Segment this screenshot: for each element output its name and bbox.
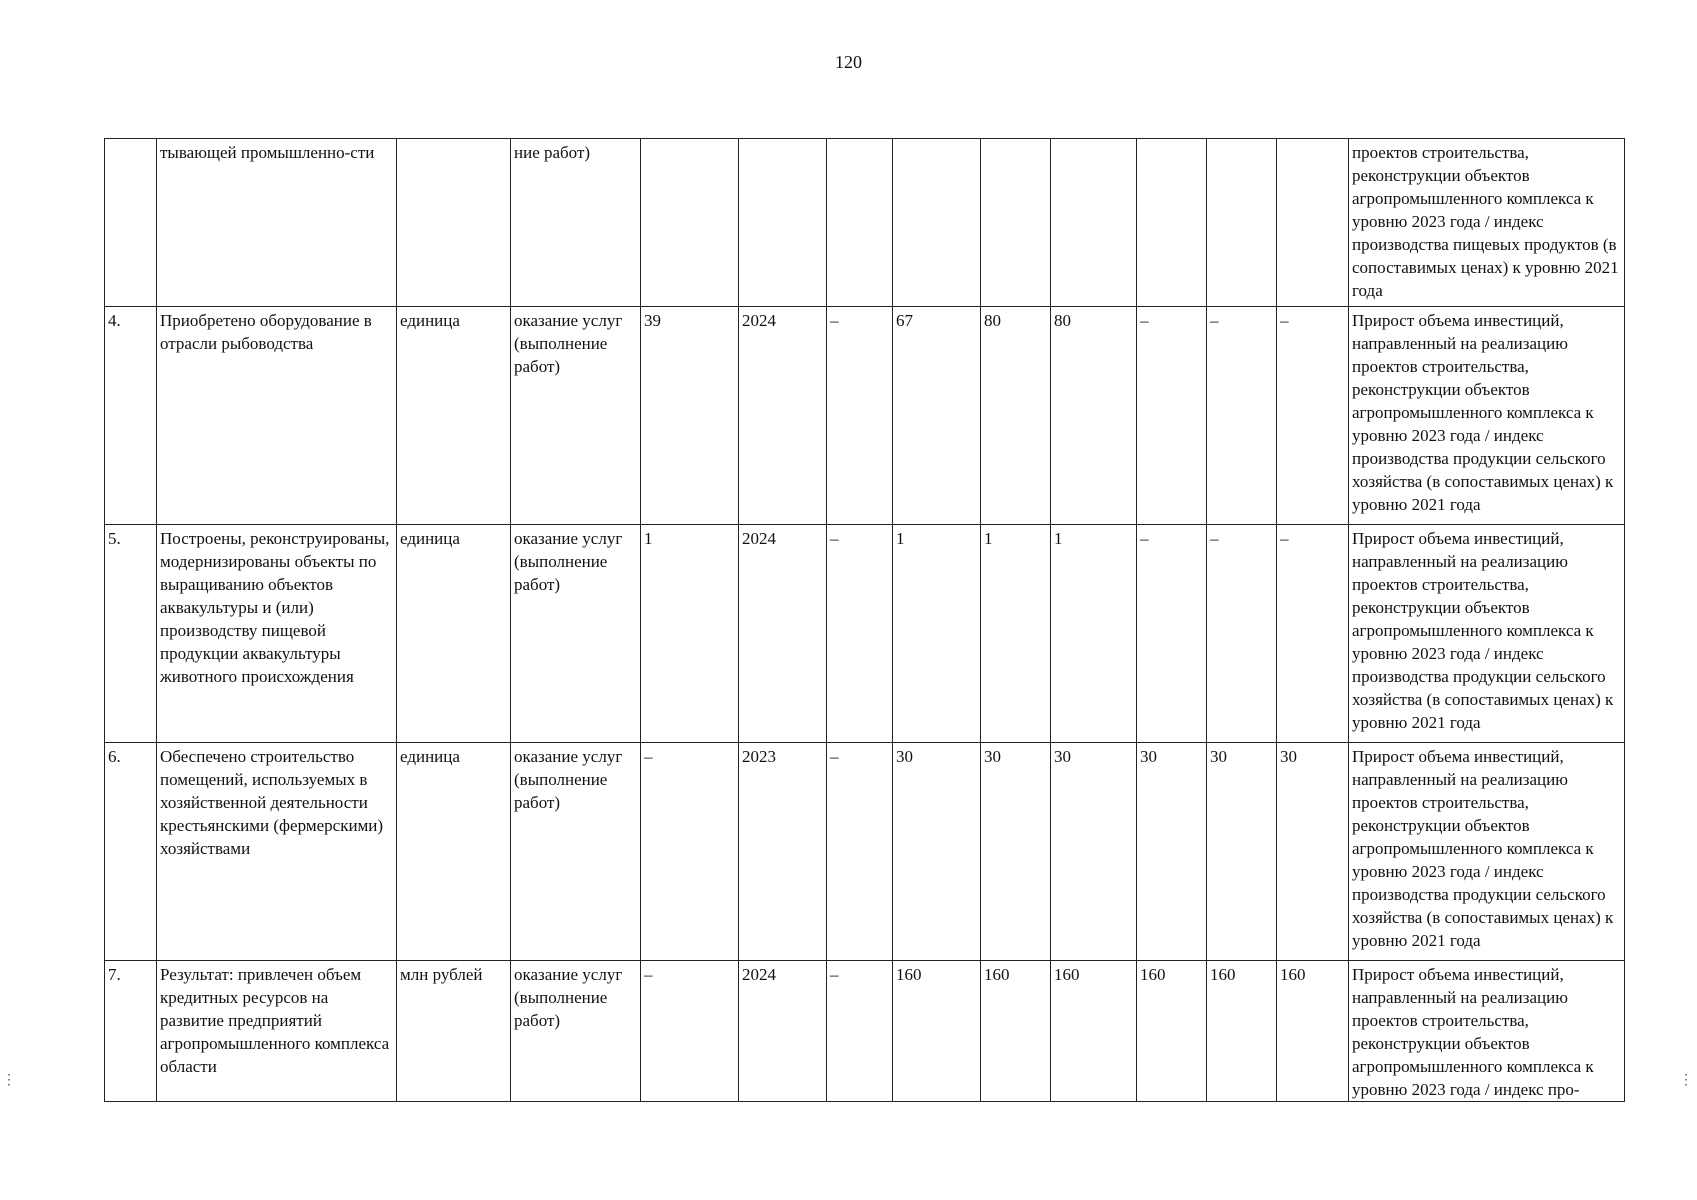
value-cell: 67: [893, 307, 981, 525]
linked-indicator: Прирост объема инвестиций, направленный на реализацию проектов строительства, реконструкции объектов агропромышленного комплекса к уровню 2023 года / индекс производства продукции сельского хозяйства (в сопоставимых ценах) к уровню 2021 года: [1349, 525, 1625, 743]
result-type: оказание услуг (выполнение работ): [511, 525, 641, 743]
row-number: [105, 139, 157, 307]
value-cell: 30: [1277, 743, 1349, 961]
row-number: 4.: [105, 307, 157, 525]
value-cell: 30: [1051, 743, 1137, 961]
value-cell: [1051, 139, 1137, 307]
value-cell: 160: [981, 961, 1051, 1102]
table-row: [105, 743, 1625, 961]
value-cell: –: [1137, 307, 1207, 525]
base-year: 2024: [739, 961, 827, 1102]
value-cell: 1: [1051, 525, 1137, 743]
value-cell: 1: [893, 525, 981, 743]
value-cell: 1: [981, 525, 1051, 743]
table-row: [105, 525, 1625, 743]
value-cell: [1137, 139, 1207, 307]
unit: [397, 139, 511, 307]
base-year: 2024: [739, 525, 827, 743]
linked-indicator: Прирост объема инвестиций, направленный на реализацию проектов строительства, реконструкции объектов агропромышленного комплекса к уровню 2023 года / индекс про-: [1349, 961, 1625, 1102]
base-value: –: [641, 743, 739, 961]
value-cell: 30: [1137, 743, 1207, 961]
base-year: 2024: [739, 307, 827, 525]
table-row: [105, 961, 1625, 1102]
value-cell: 160: [1137, 961, 1207, 1102]
value-cell: [893, 139, 981, 307]
result-name: Построены, реконструированы, модернизированы объекты по выращиванию объектов аквакультуры и (или) производству пищевой продукции аквакультуры животного происхождения: [157, 525, 397, 743]
value-cell: –: [1207, 525, 1277, 743]
page-number: 120: [835, 52, 862, 72]
unit: млн рублей: [397, 961, 511, 1102]
unit: единица: [397, 743, 511, 961]
value-cell: 160: [1277, 961, 1349, 1102]
table-row: [105, 139, 1625, 307]
result-name: тывающей промышленно-сти: [157, 139, 397, 307]
value-cell: 160: [1207, 961, 1277, 1102]
results-table: [104, 138, 1625, 1102]
value-cell: –: [1277, 525, 1349, 743]
value-cell: 80: [981, 307, 1051, 525]
row-number: 6.: [105, 743, 157, 961]
value-cell: [827, 139, 893, 307]
base-value: 1: [641, 525, 739, 743]
value-cell: –: [1137, 525, 1207, 743]
row-number: 5.: [105, 525, 157, 743]
base-year: 2023: [739, 743, 827, 961]
value-cell: 160: [893, 961, 981, 1102]
result-name: Обеспечено строительство помещений, используемых в хозяйственной деятельности крестьянскими (фермерскими) хозяйствами: [157, 743, 397, 961]
result-type: ние работ): [511, 139, 641, 307]
value-cell: –: [827, 743, 893, 961]
base-year: [739, 139, 827, 307]
value-cell: –: [1207, 307, 1277, 525]
base-value: 39: [641, 307, 739, 525]
result-type: оказание услуг (выполнение работ): [511, 961, 641, 1102]
result-name: Результат: привлечен объем кредитных ресурсов на развитие предприятий агропромышленного комплекса области: [157, 961, 397, 1102]
value-cell: [1207, 139, 1277, 307]
value-cell: –: [1277, 307, 1349, 525]
base-value: –: [641, 961, 739, 1102]
linked-indicator: Прирост объема инвестиций, направленный на реализацию проектов строительства, реконструкции объектов агропромышленного комплекса к уровню 2023 года / индекс производства продукции сельского хозяйства (в сопоставимых ценах) к уровню 2021 года: [1349, 743, 1625, 961]
table-row: [105, 307, 1625, 525]
linked-indicator: проектов строительства, реконструкции объектов агропромышленного комплекса к уровню 2023 года / индекс производства пищевых продуктов (в сопоставимых ценах) к уровню 2021 года: [1349, 139, 1625, 307]
value-cell: 160: [1051, 961, 1137, 1102]
base-value: [641, 139, 739, 307]
value-cell: [1277, 139, 1349, 307]
result-name: Приобретено оборудование в отрасли рыбоводства: [157, 307, 397, 525]
result-type: оказание услуг (выполнение работ): [511, 307, 641, 525]
unit: единица: [397, 525, 511, 743]
value-cell: –: [827, 961, 893, 1102]
value-cell: 30: [981, 743, 1051, 961]
value-cell: 80: [1051, 307, 1137, 525]
value-cell: 30: [893, 743, 981, 961]
linked-indicator: Прирост объема инвестиций, направленный на реализацию проектов строительства, реконструкции объектов агропромышленного комплекса к уровню 2023 года / индекс производства продукции сельского хозяйства (в сопоставимых ценах) к уровню 2021 года: [1349, 307, 1625, 525]
left-edge-mark: ⋮: [2, 1073, 16, 1088]
unit: единица: [397, 307, 511, 525]
row-number: 7.: [105, 961, 157, 1102]
value-cell: 30: [1207, 743, 1277, 961]
value-cell: [981, 139, 1051, 307]
value-cell: –: [827, 525, 893, 743]
result-type: оказание услуг (выполнение работ): [511, 743, 641, 961]
right-edge-mark: ⋮: [1679, 1073, 1693, 1088]
value-cell: –: [827, 307, 893, 525]
